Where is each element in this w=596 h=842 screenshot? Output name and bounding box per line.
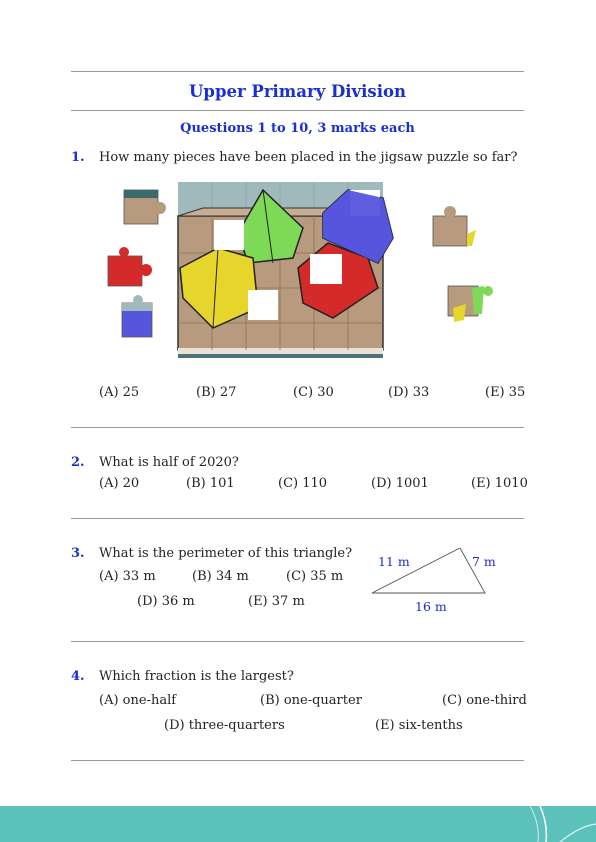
divider-q2 xyxy=(71,518,524,519)
q1-option-c[interactable]: (C) 30 xyxy=(293,385,334,400)
q3-option-a[interactable]: (A) 33 m xyxy=(99,569,156,584)
triangle-label-right: 7 m xyxy=(472,554,496,569)
question-2-text: What is half of 2020? xyxy=(99,455,239,470)
question-4-text: Which fraction is the largest? xyxy=(99,669,294,684)
q4-option-d[interactable]: (D) three-quarters xyxy=(164,718,285,733)
question-1-number: 1. xyxy=(71,150,85,165)
top-rule xyxy=(71,71,524,72)
q1-option-b[interactable]: (B) 27 xyxy=(196,385,237,400)
q1-option-e[interactable]: (E) 35 xyxy=(485,385,526,400)
q2-option-e[interactable]: (E) 1010 xyxy=(471,476,528,491)
question-1-text: How many pieces have been placed in the jigsaw puzzle so far? xyxy=(99,150,518,165)
triangle-figure xyxy=(360,548,510,618)
division-title: Upper Primary Division xyxy=(189,82,406,101)
title-rule xyxy=(71,110,524,111)
q4-option-c[interactable]: (C) one-third xyxy=(442,693,527,708)
jigsaw-puzzle-image xyxy=(98,178,498,368)
triangle-label-left: 11 m xyxy=(378,554,410,569)
question-3-text: What is the perimeter of this triangle? xyxy=(99,546,353,561)
triangle-label-base: 16 m xyxy=(415,599,447,614)
question-4-number: 4. xyxy=(71,669,85,684)
q4-option-a[interactable]: (A) one-half xyxy=(99,693,177,708)
q3-option-c[interactable]: (C) 35 m xyxy=(286,569,344,584)
q3-option-d[interactable]: (D) 36 m xyxy=(137,594,195,609)
q2-option-c[interactable]: (C) 110 xyxy=(278,476,328,491)
q2-option-a[interactable]: (A) 20 xyxy=(99,476,140,491)
divider-q4 xyxy=(71,760,524,761)
divider-q1 xyxy=(71,427,524,428)
q1-option-d[interactable]: (D) 33 xyxy=(388,385,430,400)
q2-option-d[interactable]: (D) 1001 xyxy=(371,476,429,491)
question-3-number: 3. xyxy=(71,546,85,561)
footer-band xyxy=(0,806,596,842)
q4-option-e[interactable]: (E) six-tenths xyxy=(375,718,463,733)
section-subheading: Questions 1 to 10, 3 marks each xyxy=(180,121,415,136)
q2-option-b[interactable]: (B) 101 xyxy=(186,476,235,491)
question-2-number: 2. xyxy=(71,455,85,470)
q1-option-a[interactable]: (A) 25 xyxy=(99,385,140,400)
footer-decoration xyxy=(0,806,596,842)
divider-q3 xyxy=(71,641,524,642)
q4-option-b[interactable]: (B) one-quarter xyxy=(260,693,362,708)
q3-option-e[interactable]: (E) 37 m xyxy=(248,594,305,609)
q3-option-b[interactable]: (B) 34 m xyxy=(192,569,249,584)
